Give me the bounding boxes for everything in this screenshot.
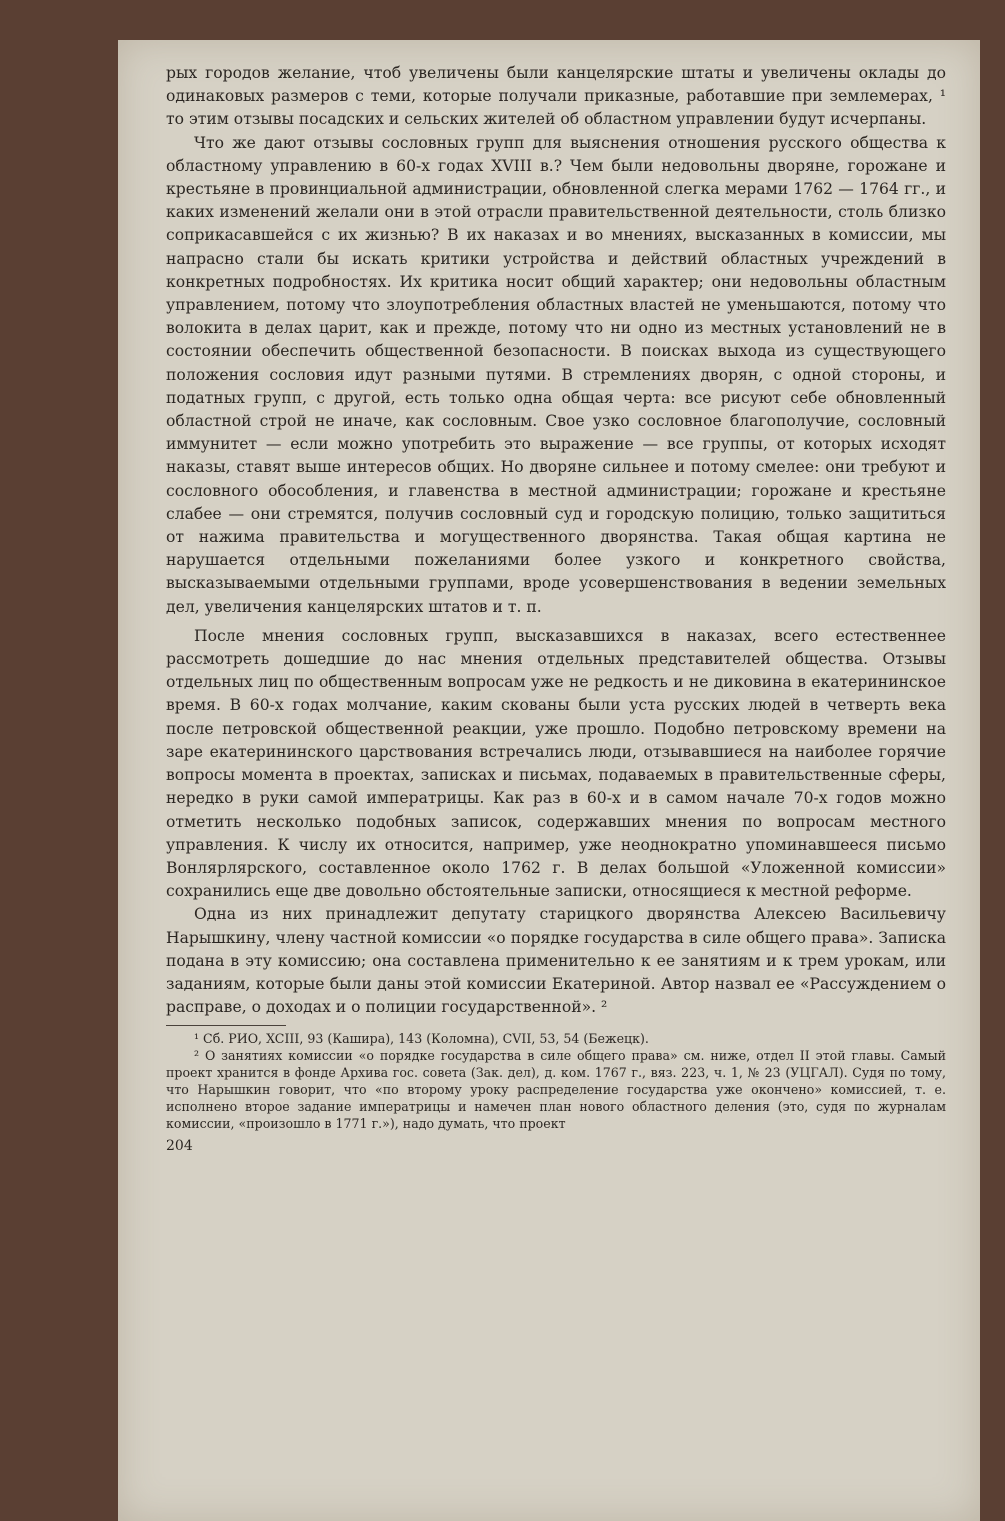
page-text [166, 62, 946, 1159]
paragraph-3: После мнения сословных групп, высказавшихся в наказах, всего естественнее рассмотреть дошедшие до нас мнения отдельных представителей общества. Отзывы отдельных лиц по общественным вопросам уже не редкость и не диковина в екатерининское время. В 60-х годах молчание, каким скованы были уста русских людей в четверть века после петровской общественной реакции, уже прошло. Подобно петровскому времени на заре екатерининского царствования встречались люди, отзывавшиеся на наиболее горячие вопросы момента в проектах, записках и письмах, подаваемых в правительственные сферы, нередко в руки самой императрицы. Как раз в 60-х и в самом начале 70-х годов можно отметить несколько подобных записок, содержавших мнения по вопросам местного управления. К числу их относится, например, уже неоднократно упоминавшееся письмо Вонлярлярского, составленное около 1762 г. В делах большой «Уложенной комиссии» сохранились еще две довольно обстоятельные записки, относящиеся к местной реформе. [166, 626, 946, 901]
footnotes [166, 1030, 946, 1132]
paragraph-2: Что же дают отзывы сословных групп для выяснения отношения русского общества к областному управлению в 60-х годах XVIII в.? Чем были недовольны дворяне, горожане и крестьяне в провинциальной администрации, обновленной слегка мерами 1762 — 1764 гг., и каких изменений желали они в этой отрасли правительственной деятельности, столь близко соприкасавшейся с их жизнью? В их наказах и во мнениях, высказанных в комиссии, мы напрасно стали бы искать критики устройства и действий областных учреждений в конкретных подробностях. Их критика носит общий характер; они недовольны областным управлением, потому что злоупотребления областных властей не уменьшаются, потому что волокита в делах царит, как и прежде, потому что ни одно из местных установлений не в состоянии обеспечить общественной безопасности. В поисках выхода из существующего положения сословия идут разными путями. В стремлениях дворян, с одной стороны, и податных групп, с другой, есть только одна общая черта: все рисуют себе обновленный областной строй не иначе, как сословным. Свое узко сословное благополучие, сословный иммунитет — если можно употребить это выражение — все группы, от которых исходят наказы, ставят выше интересов общих. Но дворяне сильнее и потому смелее: они требуют и сословного обособления, и главенства в местной администрации; горожане и крестьяне слабее — они стремятся, получив сословный суд и городскую полицию, только защититься от нажима правительства и могущественного дворянства. Такая общая картина не нарушается отдельными пожеланиями более узкого и конкретного свойства, высказываемыми отдельными группами, вроде усовершенствования в ведении земельных дел, увеличения канцелярских штатов и т. п. [166, 133, 946, 616]
footnote-divider [166, 1025, 286, 1026]
book-page [118, 40, 980, 1521]
paragraph-4: Одна из них принадлежит депутату старицкого дворянства Алексею Васильевичу Нарышкину, члену частной комиссии «о порядке государства в силе общего права». Записка подана в эту комиссию; она составлена применительно к ее занятиям и к трем урокам, или заданиям, которые были даны этой комиссии Екатериной. Автор назвал ее «Рассуждением о расправе, о доходах и о полиции государственной». ² [166, 905, 946, 1017]
paragraph-1: рых городов желание, чтоб увеличены были канцелярские штаты и увеличены оклады до одинаковых размеров с теми, которые получали приказные, работавшие при землемерах, ¹ то этим отзывы посадских и сельских жителей об областном управлении будут исчерпаны. [166, 64, 946, 129]
page-number: 204 [166, 1138, 193, 1155]
footnote-2: ² О занятиях комиссии «о порядке государства в силе общего права» см. ниже, отдел II этой главы. Самый проект хранится в фонде Архива гос. совета (Зак. дел), д. ком. 1767 г., вяз. 223, ч. 1, № 23 (УЦГАЛ). Судя по тому, что Нарышкин говорит, что «по второму уроку распределение государства уже окончено» комиссией, т. е. исполнено второе задание императрицы и намечен план нового областного деления (это, судя по журналам комиссии, «произошло в 1771 г.»), надо думать, что проект [166, 1048, 946, 1132]
footnote-1: ¹ Сб. РИО, XCIII, 93 (Кашира), 143 (Коломна), CVII, 53, 54 (Бежецк). [194, 1031, 649, 1047]
